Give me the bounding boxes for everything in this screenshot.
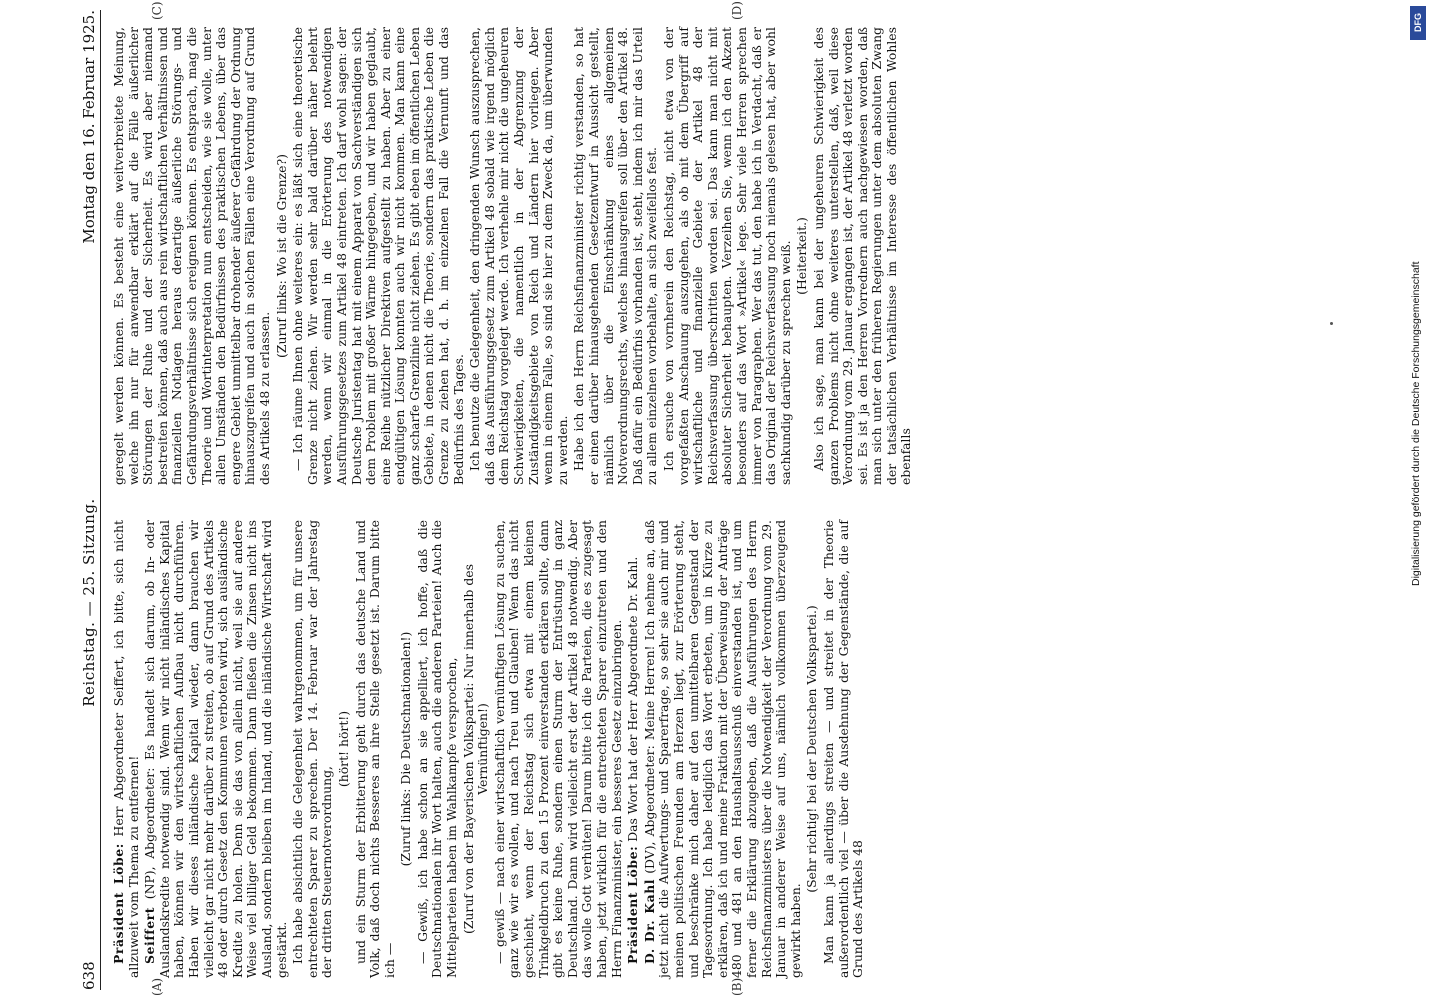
margin-mark-b: (B) <box>730 977 744 996</box>
speech-text: Das Wort hat der Herr Abgeordnete Dr. Kahl. <box>625 556 641 846</box>
speaker-name: D. Dr. Kahl <box>641 878 657 964</box>
text-paragraph: — Ich räume Ihnen ohne weiteres ein: es läßt sich eine theoretische Grenze nicht ziehen. Wir werden sehr bald darüber näher belehrt werden, wenn wir einmal in die Erörterung des notwendigen Ausführungsgesetzes zum Artikel 48 eintreten. Ich darf wohl sagen: der Deutsche Juristentag hat mit einem Apparat von Sachverständigen sich dem Problem mit großer Wärme hingegeben, und wir haben geglaubt, eine Reihe nützlicher Direktiven aufgestellt zu haben. Aber zu einer endgültigen Lösung konnten auch wir nicht kommen. Man kann eine ganz scharfe Grenzlinie nicht ziehen. Es gibt eben im öffentlichen Leben Gebiete, in denen nicht die Theorie, sondern das praktische Leben die Grenze zu ziehen hat, d. h. im einzelnen Fall die Vernunft und das Bedürfnis des Tages. <box>290 27 466 485</box>
interjection: (hört! hört!) <box>335 710 351 788</box>
interjection: (Zuruf links: Wo ist die Grenze?) <box>273 154 289 358</box>
margin-mark-a: (A) <box>150 977 164 996</box>
interjection: (Zuruf von der Bayerischen Volkspartei: Nur innerhalb des Vernünftigen!) <box>460 564 491 935</box>
text-paragraph: geregelt werden können. Es besteht eine weitverbreitete Meinung, welche ihn nur für anwendbar erklärt auf die Fälle äußerlicher Störungen der Ruhe und der Sicherheit. Es wird aber niemand bestreiten können, daß auch aus rein wirtschaftlichen Verhältnissen und finanziellen Notlagen heraus derartige äußerliche Störungs- und Gefährdungsverhältnisse sich ereignen können. Es entsprach, mag die Theorie und Wortinterpretation nun entscheiden, wie sie wolle, unter allen Umständen den Bedürfnissen des praktischen Lebens, über das engere Gebiet unmittelbar drohender äußerer Gefährdung der Ordnung hinauszugreifen und auch in solchen Fällen eine Verordnung auf Grund des Artikels 48 zu erlassen. <box>111 27 272 485</box>
text-paragraph: Ich ersuche von vornherein den Reichstag, nicht etwa von der vorgefaßten Anschauung auszugehen, als ob mit dem Übergriff auf wirtschaftliche und finanzielle Gebiete der Artikel 48 der Reichsverfassung überschritten worden sei. Das kann man nicht mit absoluter Sicherheit behaupten. Verzeihen Sie, wenn ich den Akzent besonders auf das Wort »Artikel« lege. Sehr viele Herren sprechen immer von Paragraphen. Wer das tut, den habe ich in Verdacht, daß er das Original der Reichsverfassung noch niemals gelesen hat, aber wohl sachkundig darüber zu sprechen weiß. <box>660 27 793 485</box>
header-title: Reichstag. — 25. Sitzung. <box>80 498 98 707</box>
speech-paragraph <box>143 520 289 978</box>
speaker-name: Seiffert <box>142 906 158 964</box>
digitization-credit: Digitalisierung gefördert durch die Deutsche Forschungsgemeinschaft <box>1410 261 1422 586</box>
interjection: (Heiterkeit.) <box>794 217 810 295</box>
interjection: (Zuruf links: Die Deutschnationalen!) <box>398 631 414 867</box>
text-paragraph: Ich benutze die Gelegenheit, den dringenden Wunsch auszusprechen, daß das Ausführungsgesetz zum Artikel 48 sobald wie irgend möglich dem Reichstag vorgelegt werde. Ich verhehle mir nicht die ungeheuren Schwierigkeiten, die namentlich in der Abgrenzung der Zuständigkeitsgebiete von Reich und Ländern hier vorliegen. Aber wenn in einem Falle, so sind sie hier zu dem Zweck da, um überwunden zu werden. <box>467 27 570 485</box>
left-column <box>112 520 868 978</box>
text-paragraph: und ein Sturm der Erbitterung geht durch das deutsche Land und Volk, daß doch nichts Besseres an ihre Stelle gesetzt ist. Darum bitte ich — <box>352 520 397 978</box>
speech-paragraph <box>626 520 641 978</box>
document-page <box>70 0 1360 1000</box>
margin-mark-d: (D) <box>730 1 744 20</box>
page-number: 638 <box>80 961 98 990</box>
speech-text: Herr Abgeordneter Seiffert, ich bitte, sich nicht allzuweit vom Thema zu entfernen! <box>111 520 141 978</box>
right-column <box>112 27 916 485</box>
margin-mark-c: (C) <box>150 1 164 20</box>
page-header <box>78 10 101 990</box>
interjection: (Sehr richtig! bei der Deutschen Volkspartei.) <box>804 605 820 893</box>
scan-smudge <box>1330 322 1333 325</box>
dfg-logo: DFG <box>1410 6 1426 40</box>
speech-text: (DV), Abgeordneter: Meine Herren! Ich nehme an, daß jetzt nicht die Aufwertungs- und Sparerfrage, so sehr sie auch mir und meinen politischen Freunden am Herzen liegt, zur Erörterung steht, und beschränke mich daher auf den unmittelbaren Gegenstand der Tagesordnung. Ich habe lediglich das Wort erbeten, um in Kürze zu erklären, daß ich und meine Fraktion mit der Überweisung der Anträge 480 und 481 an den Haushaltsausschuß einverstanden ist, und um ferner die Erklärung abzugeben, daß die Ausführungen des Herrn Reichsfinanzministers über die Notwendigkeit der Verordnung vom 29. Januar in anderer Weise auf uns, nämlich vollkommen überzeugend gewirkt haben. <box>641 520 803 978</box>
speech-paragraph <box>643 520 804 978</box>
text-paragraph: Habe ich den Herrn Reichsfinanzminister richtig verstanden, so hat er einen darüber hinausgehenden Gesetzentwurf in Aussicht gestellt, nämlich über die Einschränkung eines allgemeinen Notverordnungsrechts, welches hinausgreifen soll über den Artikel 48. Daß dafür ein Bedürfnis vorhanden ist, steht, indem ich mir das Urteil zu allem einzelnen vorbehalte, an sich zweifellos fest. <box>571 27 660 485</box>
text-paragraph: — Gewiß, ich habe schon an sie appelliert, ich hoffe, daß die Deutschnationalen ihr Wort halten, auch die anderen Parteien! Auch die Mittelparteien haben im Wahlkampfe versprochen, <box>414 520 460 978</box>
speaker-name: Präsident Löbe: <box>111 843 126 964</box>
text-paragraph: — gewiß — nach einer wirtschaftlich vernünftigen Lösung zu suchen, ganz wie wir es wollen, und nach Treu und Glauben! Wenn das nicht geschieht, wenn der Reichstag sich etwa mit einem kleinen Trinkgeldbruch zu den 15 Prozent einverstanden erklären sollte, dann gibt es keine Ruhe, sondern einen Sturm der Entrüstung in ganz Deutschland. Dann wird vielleicht erst der Artikel 48 notwendig. Aber das wolle Gott verhüten! Darum bitte ich die Parteien, die es zugesagt haben, jetzt wirklich für die entrechteten Sparer einzutreten und den Herrn Finanzminister, ein besseres Gesetz einzubringen. <box>491 520 624 978</box>
rotated-page-content <box>70 0 1360 1000</box>
text-paragraph: Also ich sage, man kann bei der ungeheuren Schwierigkeit des ganzen Problems nicht ohne weiteres unterstellen, daß, weil diese Verordnung vom 29. Januar ergangen ist, der Artikel 48 verletzt worden sei. Es ist ja den Herren Vorrednern auch nachgewiesen worden, daß man sich unter den früheren Regierungen unter dem absoluten Zwang der tatsächlichen Verhältnisse im Interesse des öffentlichen Wohles ebenfalls <box>810 27 914 485</box>
speech-text: (NP), Abgeordneter: Es handelt sich darum, ob In- oder Auslandskredite notwendig sind. Wenn wir nicht inländisches Kapital haben, können wir den wirtschaftlichen Aufbau nicht durchführen. Haben wir dieses inländische Kapital wieder, dann brauchen wir vielleicht gar nicht mehr darüber zu streiten, ob auf Grund des Artikels 48 oder durch Gesetz den Kommunen verboten wird, sich ausländische Kredite zu holen. Denn sie das von allein nicht, weil sie auf andere Weise viel billiger Geld bekommen. Dann fließen die Zinsen nicht ins Ausland, sondern bleiben im Inland, und die inländische Wirtschaft wird gestärkt. <box>142 520 289 978</box>
text-paragraph: Ich habe absichtlich die Gelegenheit wahrgenommen, um für unsere entrechteten Sparer zu sprechen. Der 14. Februar war der Jahrestag der dritten Steuernotverordnung, <box>290 520 335 978</box>
speech-paragraph <box>112 520 141 978</box>
digitization-sidebar <box>1404 0 1434 1000</box>
speaker-name: Präsident Löbe: <box>625 845 641 964</box>
header-date: Montag den 16. Februar 1925. <box>80 10 98 244</box>
text-paragraph: Man kann ja allerdings streiten — und streitet in der Theorie außerordentlich viel — über die Ausdehnung der Gegenstände, die auf Grund des Artikels 48 <box>820 520 866 978</box>
